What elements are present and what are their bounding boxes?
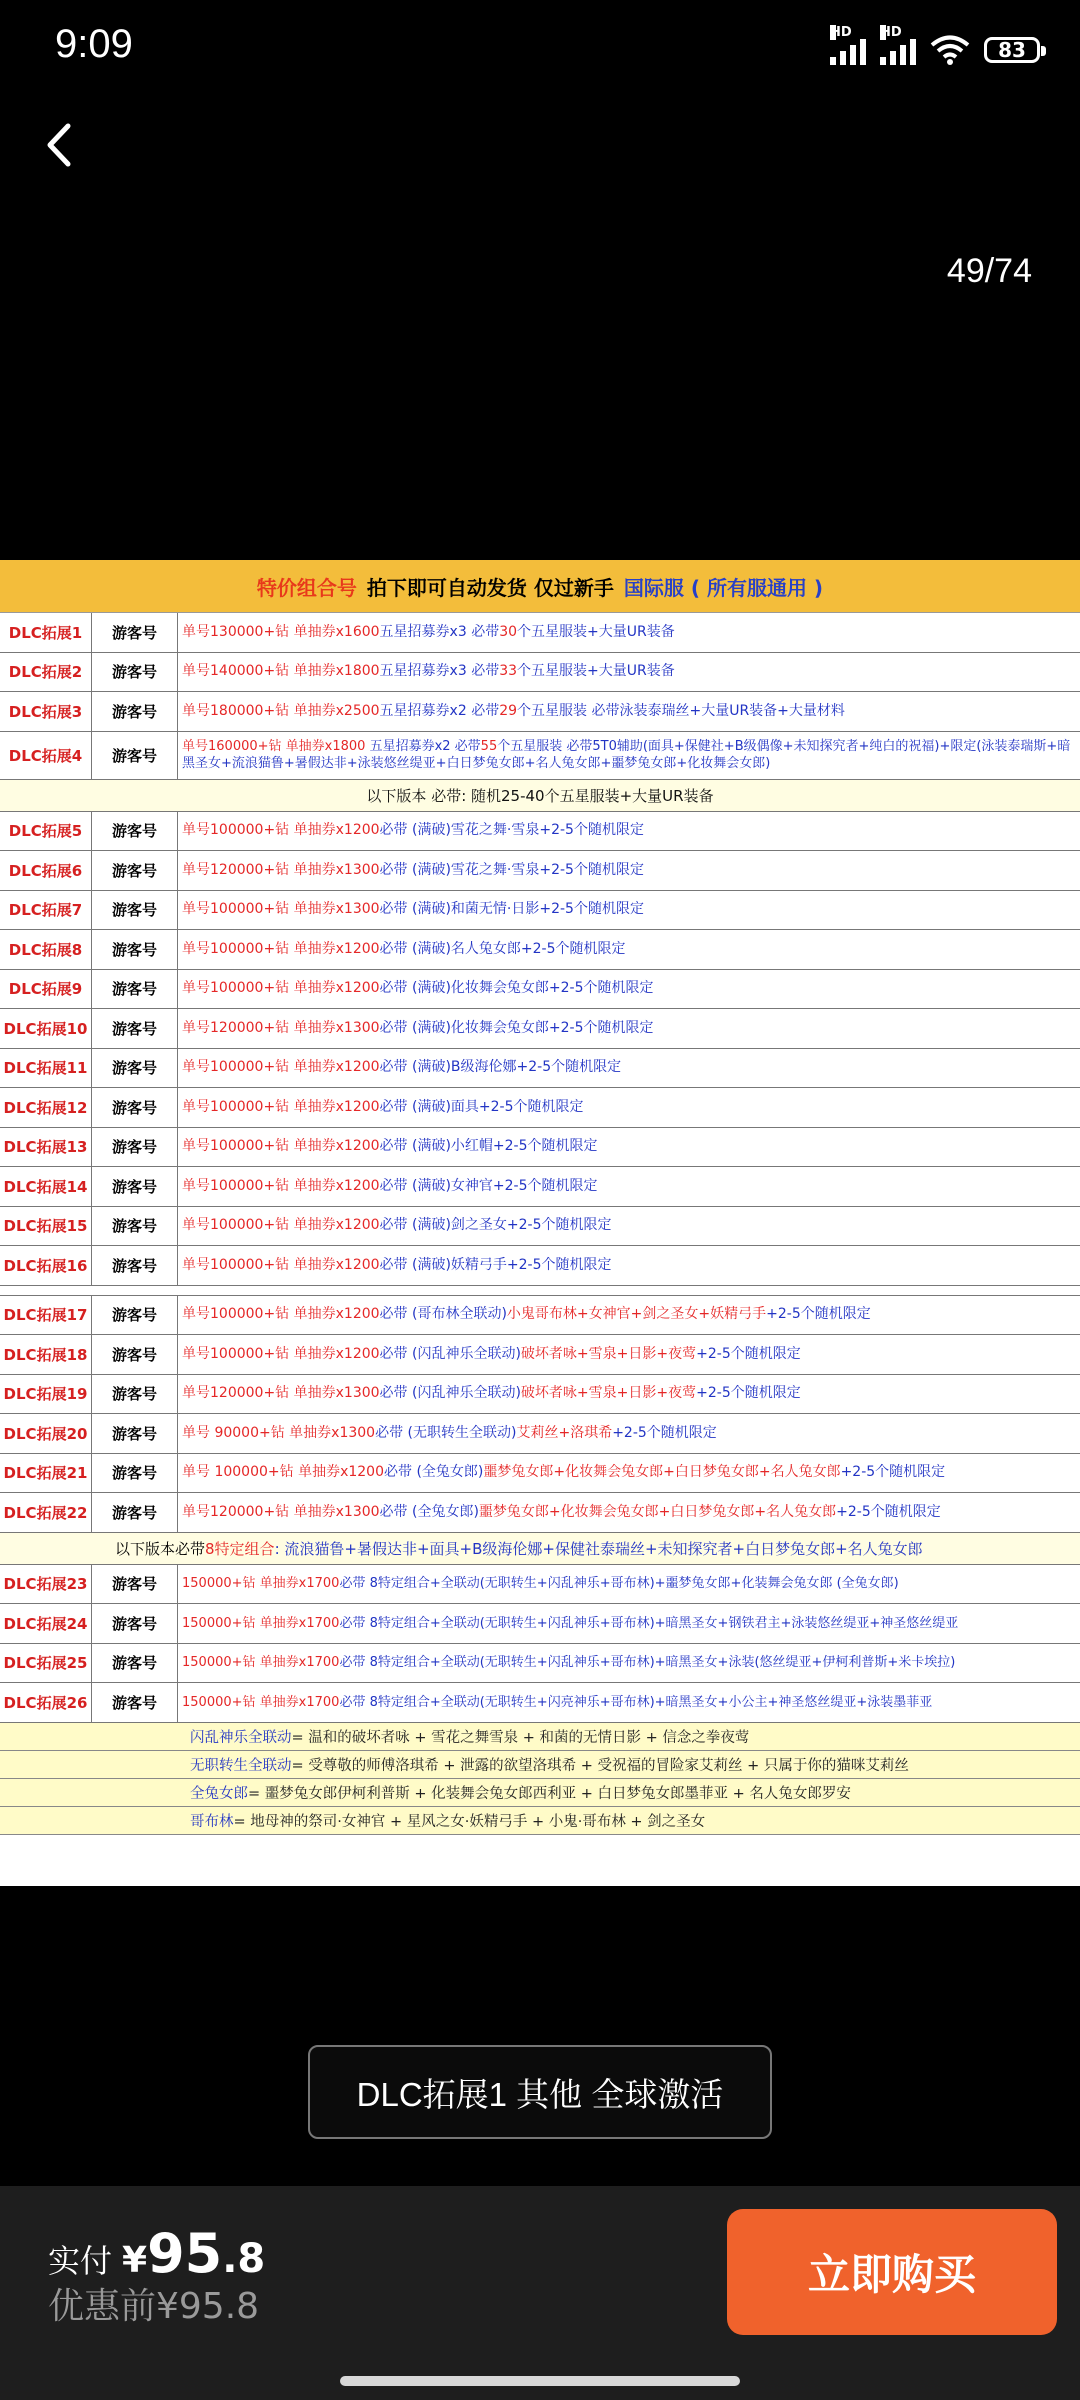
table-note: 以下版本必带 8特定组合 : 流浪猫鲁+暑假达非+面具+B级海伦娜+保健社泰瑞丝+未知探究者+白日梦兔女郎+名人兔女郎 xyxy=(0,1533,1080,1565)
dlc-desc: 单号120000+钻 单抽券x1300 必带 (全兔女郎) 噩梦兔女郎+化妆舞会兔女郎+白日梦兔女郎+名人兔女郎 +2-5个随机限定 xyxy=(182,1503,941,1520)
account-type: 游客号 xyxy=(92,1683,178,1722)
table-row xyxy=(0,930,1080,970)
account-type: 游客号 xyxy=(92,1088,178,1127)
dlc-desc: 单号100000+钻 单抽券x1200 必带 (满破)名人兔女郎+2-5个随机限定 xyxy=(182,940,626,957)
table-row xyxy=(0,1683,1080,1723)
account-type: 游客号 xyxy=(92,732,178,779)
hd-label: HD xyxy=(880,25,902,40)
dlc-name: DLC拓展14 xyxy=(0,1167,92,1206)
dlc-desc: 单号120000+钻 单抽券x1300 必带 (满破)雪花之舞·雪泉+2-5个随机限定 xyxy=(182,861,644,878)
dlc-desc: 单号100000+钻 单抽券x1200 必带 (满破)妖精弓手+2-5个随机限定 xyxy=(182,1256,612,1273)
image-caption: DLC拓展1 其他 全球激活 xyxy=(308,2045,772,2139)
status-icons xyxy=(830,25,1040,70)
dlc-name: DLC拓展1 xyxy=(0,613,92,652)
legend-row: 闪乱神乐全联动 = 温和的破坏者咏 + 雪花之舞雪泉 + 和菌的无情日影 + 信念之拳夜莺 xyxy=(0,1723,1080,1751)
legend-row: 哥布林 = 地母神的祭司·女神官 + 星风之女·妖精弓手 + 小鬼·哥布林 + 剑之圣女 xyxy=(0,1807,1080,1835)
legend-row: 无职转生全联动 = 受尊敬的师傅洛琪希 + 泄露的欲望洛琪希 + 受祝福的冒险家艾莉丝 + 只属于你的猫咪艾莉丝 xyxy=(0,1751,1080,1779)
dlc-name: DLC拓展9 xyxy=(0,970,92,1009)
table-note: 以下版本 必带: 随机25-40个五星服装+大量UR装备 xyxy=(0,780,1080,812)
table-row xyxy=(0,1565,1080,1605)
product-image[interactable] xyxy=(0,560,1080,1886)
price-integer: 95 xyxy=(147,2222,223,2285)
original-price: 优惠前¥95.8 xyxy=(48,2286,260,2327)
dlc-name: DLC拓展16 xyxy=(0,1246,92,1285)
header-special: 特价组合号 xyxy=(256,575,357,600)
dlc-name: DLC拓展13 xyxy=(0,1128,92,1167)
table-row xyxy=(0,692,1080,732)
table-row xyxy=(0,1296,1080,1336)
dlc-name: DLC拓展25 xyxy=(0,1644,92,1683)
back-button[interactable] xyxy=(40,120,80,170)
dlc-desc: 单号100000+钻 单抽券x1200 必带 (哥布林全联动) 小鬼哥布林+女神官+剑之圣女+妖精弓手 +2-5个随机限定 xyxy=(182,1306,871,1323)
dlc-name: DLC拓展15 xyxy=(0,1207,92,1246)
table-row xyxy=(0,1375,1080,1415)
dlc-name: DLC拓展11 xyxy=(0,1049,92,1088)
status-bar xyxy=(0,0,1080,100)
header-delivery: 拍下即可自动发货 仅过新手 xyxy=(366,575,614,600)
dlc-desc: 单号100000+钻 单抽券x1200 必带 (满破)B级海伦娜+2-5个随机限定 xyxy=(182,1059,622,1076)
dlc-desc: 150000+钻 单抽券x1700 必带 8特定组合+全联动(无职转生+闪乱神乐+哥布林)+暗黑圣女+钢铁君主+泳装悠丝缇亚+神圣悠丝缇亚 xyxy=(182,1615,959,1631)
table-row xyxy=(0,1454,1080,1494)
dlc-desc: 单号180000+钻 单抽券x2500 五星招募券x2 必带 29 个五星服装 必带泳装泰瑞丝+大量UR装备+大量材料 xyxy=(182,702,845,719)
hd-label: HD xyxy=(830,25,852,40)
dlc-desc: 150000+钻 单抽券x1700 必带 8特定组合+全联动(无职转生+闪亮神乐+哥布林)+暗黑圣女+小公主+神圣悠丝缇亚+泳装墨菲亚 xyxy=(182,1694,933,1710)
account-type: 游客号 xyxy=(92,1414,178,1453)
paid-price xyxy=(48,2222,265,2285)
dlc-name: DLC拓展3 xyxy=(0,692,92,731)
paid-label: 实付 xyxy=(48,2242,113,2280)
table-row xyxy=(0,1207,1080,1247)
dlc-name: DLC拓展6 xyxy=(0,851,92,890)
dlc-desc: 单号100000+钻 单抽券x1200 必带 (闪乱神乐全联动) 破坏者咏+雪泉+日影+夜莺 +2-5个随机限定 xyxy=(182,1345,801,1362)
dlc-name: DLC拓展5 xyxy=(0,812,92,851)
dlc-desc: 单号100000+钻 单抽券x1200 必带 (满破)雪花之舞·雪泉+2-5个随机限定 xyxy=(182,822,644,839)
dlc-name: DLC拓展24 xyxy=(0,1604,92,1643)
table-row xyxy=(0,891,1080,931)
dlc-desc: 单号140000+钻 单抽券x1800 五星招募券x3 必带 33 个五星服装+大量UR装备 xyxy=(182,663,675,680)
account-type: 游客号 xyxy=(92,1375,178,1414)
dlc-desc: 单号160000+钻 单抽券x1800 五星招募券x2 必带55个五星服装 必带5T0辅助(面具+保健社+B级偶像+未知探究者+纯白的祝福)+限定(泳装泰瑞斯+暗黑圣女+流浪猫鲁+暑假达非+泳装悠丝缇亚+白日梦兔女郎+名人兔女郎+噩梦兔女郎+化妆舞会女郎) xyxy=(182,739,1071,771)
account-type: 游客号 xyxy=(92,891,178,930)
dlc-desc: 单号100000+钻 单抽券x1200 必带 (满破)剑之圣女+2-5个随机限定 xyxy=(182,1217,612,1234)
account-type: 游客号 xyxy=(92,692,178,731)
table-row xyxy=(0,1644,1080,1684)
dlc-name: DLC拓展4 xyxy=(0,732,92,779)
table-spacer xyxy=(0,1286,1080,1296)
dlc-name: DLC拓展8 xyxy=(0,930,92,969)
account-type: 游客号 xyxy=(92,1604,178,1643)
table-header xyxy=(0,560,1080,613)
account-type: 游客号 xyxy=(92,1296,178,1335)
table-row xyxy=(0,851,1080,891)
buy-now-button[interactable]: 立即购买 xyxy=(727,2209,1057,2335)
dlc-desc: 单号120000+钻 单抽券x1300 必带 (满破)化妆舞会兔女郎+2-5个随机限定 xyxy=(182,1019,654,1036)
account-type: 游客号 xyxy=(92,1167,178,1206)
dlc-name: DLC拓展12 xyxy=(0,1088,92,1127)
account-type: 游客号 xyxy=(92,1565,178,1604)
table-row xyxy=(0,613,1080,653)
dlc-desc: 150000+钻 单抽券x1700 必带 8特定组合+全联动(无职转生+闪乱神乐+哥布林)+噩梦兔女郎+化装舞会兔女郎 (全兔女郎) xyxy=(182,1576,899,1592)
image-counter: 49/74 xyxy=(946,252,1032,290)
dlc-desc: 单号100000+钻 单抽券x1200 必带 (满破)面具+2-5个随机限定 xyxy=(182,1098,584,1115)
dlc-name: DLC拓展20 xyxy=(0,1414,92,1453)
chevron-left-icon xyxy=(40,120,80,170)
signal-icon xyxy=(830,25,866,65)
header-server: 国际服 ( 所有服通用 ) xyxy=(623,575,824,600)
clock: 9:09 xyxy=(55,22,133,66)
legend-row: 全兔女郎 = 噩梦兔女郎伊柯利普斯 + 化装舞会兔女郎西利亚 + 白日梦兔女郎墨菲亚 + 名人兔女郎罗安 xyxy=(0,1779,1080,1807)
account-type: 游客号 xyxy=(92,1049,178,1088)
table-row xyxy=(0,1604,1080,1644)
dlc-name: DLC拓展7 xyxy=(0,891,92,930)
account-type: 游客号 xyxy=(92,1009,178,1048)
table-row xyxy=(0,1246,1080,1286)
wifi-icon xyxy=(930,34,970,66)
table-row xyxy=(0,970,1080,1010)
dlc-desc: 单号100000+钻 单抽券x1200 必带 (满破)化妆舞会兔女郎+2-5个随机限定 xyxy=(182,980,654,997)
dlc-desc: 单号100000+钻 单抽券x1300 必带 (满破)和菌无情·日影+2-5个随机限定 xyxy=(182,901,644,918)
account-type: 游客号 xyxy=(92,930,178,969)
dlc-name: DLC拓展17 xyxy=(0,1296,92,1335)
account-type: 游客号 xyxy=(92,1454,178,1493)
dlc-desc: 单号120000+钻 单抽券x1300 必带 (闪乱神乐全联动) 破坏者咏+雪泉+日影+夜莺 +2-5个随机限定 xyxy=(182,1385,801,1402)
dlc-desc: 单号 100000+钻 单抽券x1200 必带 (全兔女郎) 噩梦兔女郎+化妆舞会兔女郎+白日梦兔女郎+名人兔女郎 +2-5个随机限定 xyxy=(182,1464,946,1481)
account-type: 游客号 xyxy=(92,1644,178,1683)
dlc-desc: 单号130000+钻 单抽券x1600 五星招募券x3 必带 30 个五星服装+大量UR装备 xyxy=(182,623,675,640)
dlc-name: DLC拓展26 xyxy=(0,1683,92,1722)
dlc-name: DLC拓展21 xyxy=(0,1454,92,1493)
account-type: 游客号 xyxy=(92,970,178,1009)
account-type: 游客号 xyxy=(92,1493,178,1532)
table-row xyxy=(0,1335,1080,1375)
dlc-name: DLC拓展22 xyxy=(0,1493,92,1532)
battery-icon xyxy=(984,37,1040,63)
dlc-desc: 单号100000+钻 单抽券x1200 必带 (满破)女神官+2-5个随机限定 xyxy=(182,1177,598,1194)
account-type: 游客号 xyxy=(92,851,178,890)
signal-icon xyxy=(880,25,916,65)
account-type: 游客号 xyxy=(92,653,178,692)
account-type: 游客号 xyxy=(92,613,178,652)
dlc-desc: 单号100000+钻 单抽券x1200 必带 (满破)小红帽+2-5个随机限定 xyxy=(182,1138,598,1155)
dlc-name: DLC拓展23 xyxy=(0,1565,92,1604)
table-row xyxy=(0,1088,1080,1128)
table-row xyxy=(0,1009,1080,1049)
dlc-name: DLC拓展18 xyxy=(0,1335,92,1374)
table-row xyxy=(0,653,1080,693)
dlc-name: DLC拓展2 xyxy=(0,653,92,692)
price-decimal: .8 xyxy=(222,2236,266,2282)
currency-symbol: ¥ xyxy=(122,2240,148,2281)
table-row xyxy=(0,1128,1080,1168)
dlc-name: DLC拓展10 xyxy=(0,1009,92,1048)
table-row xyxy=(0,1414,1080,1454)
table-row xyxy=(0,1049,1080,1089)
dlc-desc: 150000+钻 单抽券x1700 必带 8特定组合+全联动(无职转生+闪乱神乐+哥布林)+暗黑圣女+泳装(悠丝缇亚+伊柯利普斯+米卡埃拉) xyxy=(182,1655,956,1671)
dlc-name: DLC拓展19 xyxy=(0,1375,92,1414)
table-row xyxy=(0,812,1080,852)
account-type: 游客号 xyxy=(92,1335,178,1374)
table-row xyxy=(0,1167,1080,1207)
table-row xyxy=(0,732,1080,780)
battery-level: 83 xyxy=(998,38,1026,62)
account-type: 游客号 xyxy=(92,1207,178,1246)
home-indicator[interactable] xyxy=(340,2376,740,2386)
dlc-desc: 单号 90000+钻 单抽券x1300 必带 (无职转生全联动) 艾莉丝+洛琪希 +2-5个随机限定 xyxy=(182,1424,717,1441)
purchase-bar xyxy=(0,2186,1080,2400)
table-row xyxy=(0,1493,1080,1533)
account-type: 游客号 xyxy=(92,1128,178,1167)
account-type: 游客号 xyxy=(92,812,178,851)
account-type: 游客号 xyxy=(92,1246,178,1285)
